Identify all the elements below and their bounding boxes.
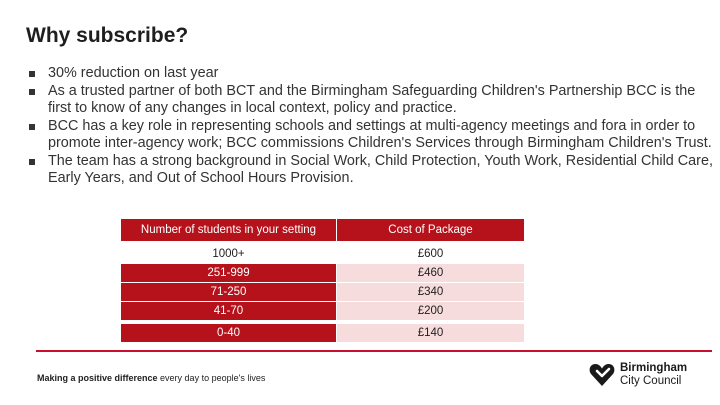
table-row <box>121 324 524 342</box>
pricing-table <box>120 218 525 343</box>
list-item <box>28 83 718 118</box>
table-row <box>121 302 524 320</box>
table-row <box>121 264 524 282</box>
footer-divider <box>36 350 712 352</box>
cell-cost: £340 <box>337 283 524 301</box>
header-students: Number of students in your setting <box>121 219 336 241</box>
cell-cost: £460 <box>337 264 524 282</box>
list-item <box>28 65 718 83</box>
cell-students: 41-70 <box>121 302 336 320</box>
cell-students: 0-40 <box>121 324 336 342</box>
footer-tagline <box>37 373 265 383</box>
bullet-text: BCC has a key role in representing schools and settings at multi-agency meetings and fora in order to promote inter-agency work; BCC commissions Children's Services through Birmingham Children's Trust. <box>48 117 712 151</box>
cell-cost: £200 <box>337 302 524 320</box>
square-bullet-icon <box>29 124 35 130</box>
cell-cost: £600 <box>417 248 444 260</box>
square-bullet-icon <box>29 159 35 165</box>
list-item <box>28 118 718 153</box>
tagline-strong: Making a positive difference <box>37 373 158 383</box>
cell-students: 251-999 <box>121 264 336 282</box>
square-bullet-icon <box>29 89 35 95</box>
header-cost: Cost of Package <box>337 219 524 241</box>
cell-students: 71-250 <box>121 283 336 301</box>
logo-text <box>620 362 687 387</box>
cell-students: 1000+ <box>212 248 245 260</box>
bullet-list <box>28 65 718 188</box>
bullet-text: 30% reduction on last year <box>48 65 219 81</box>
square-bullet-icon <box>29 71 35 77</box>
birmingham-city-council-logo <box>588 361 698 389</box>
bullet-text: The team has a strong background in Social Work, Child Protection, Youth Work, Residential Child Care, Early Years, and Out of School Hours Provision. <box>48 152 713 186</box>
list-item <box>28 153 718 188</box>
cell-cost: £140 <box>337 324 524 342</box>
logo-line1: Birmingham <box>620 362 688 374</box>
table-row <box>121 245 524 263</box>
tagline-rest: every day to people's lives <box>157 373 266 383</box>
logo-line2: City Council <box>620 374 682 387</box>
bullet-text: As a trusted partner of both BCT and the Birmingham Safeguarding Children's Partnership BCC is the first to know of any changes in local context, policy and practice. <box>48 82 696 116</box>
page-title: Why subscribe? <box>26 24 189 47</box>
heart-logo-icon <box>588 361 616 389</box>
table-header-row <box>121 219 524 241</box>
table-row <box>121 283 524 301</box>
